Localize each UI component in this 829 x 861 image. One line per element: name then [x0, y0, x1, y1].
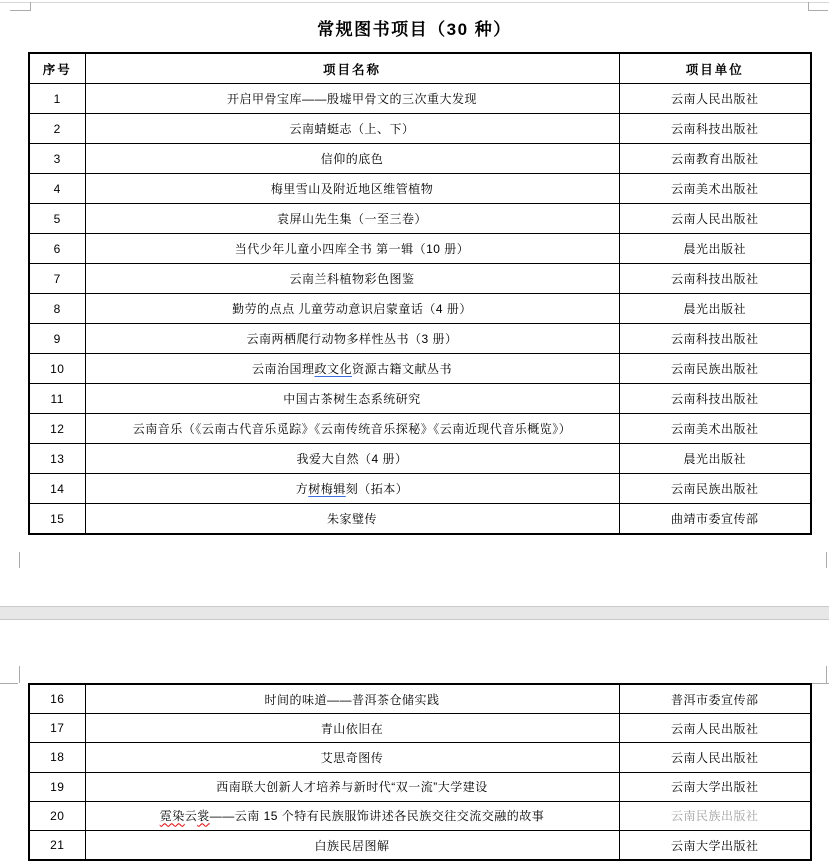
- cell-seq: 1: [29, 84, 85, 114]
- margin-crop-mark: [808, 2, 809, 11]
- table-row: [29, 444, 811, 474]
- table-row: [29, 234, 811, 264]
- table-row: [29, 384, 811, 414]
- margin-crop-mark: [826, 666, 827, 683]
- table-row: [29, 84, 811, 114]
- cell-seq: 4: [29, 174, 85, 204]
- table-row: [29, 414, 811, 444]
- cell-seq: 15: [29, 504, 85, 535]
- project-name-text: 云: [184, 809, 198, 824]
- cell-project-unit: 云南人民出版社: [619, 204, 811, 234]
- cell-project-unit: 晨光出版社: [619, 234, 811, 264]
- table-row: [29, 144, 811, 174]
- cell-project-unit: 云南民族出版社: [619, 801, 811, 830]
- cell-seq: 12: [29, 414, 85, 444]
- cell-seq: 9: [29, 324, 85, 354]
- cell-project-name: [85, 204, 619, 234]
- project-name-text: 时间的味道——普洱茶仓储实践: [264, 692, 440, 707]
- project-name-text: 刻（拓本）: [345, 482, 409, 496]
- cell-project-name: [85, 743, 619, 772]
- cell-project-name: [85, 84, 619, 114]
- project-name-text: 梅里雪山及附近地区维管植物: [270, 182, 434, 196]
- table-row: [29, 264, 811, 294]
- proofing-marked-text: 裳: [197, 809, 210, 824]
- cell-seq: 17: [29, 714, 85, 743]
- cell-project-unit: 晨光出版社: [619, 444, 811, 474]
- cell-project-name: [85, 324, 619, 354]
- cell-project-unit: 云南科技出版社: [619, 264, 811, 294]
- margin-crop-mark: [19, 666, 20, 683]
- cell-project-name: [85, 830, 619, 860]
- margin-crop-mark: [826, 552, 827, 568]
- project-name-text: 我爱大自然（4 册）: [296, 452, 408, 466]
- margin-crop-mark: [19, 552, 20, 568]
- cell-seq: 3: [29, 144, 85, 174]
- project-name-text: 资源古籍文献丛书: [352, 362, 453, 376]
- margin-crop-mark: [0, 683, 18, 684]
- cell-project-name: [85, 801, 619, 830]
- table-row: [29, 174, 811, 204]
- cell-project-unit: 云南大学出版社: [619, 830, 811, 860]
- margin-crop-mark: [10, 10, 30, 11]
- cell-project-name: [85, 264, 619, 294]
- cell-project-unit: 云南人民出版社: [619, 84, 811, 114]
- cell-project-name: [85, 772, 619, 801]
- cell-project-name: [85, 174, 619, 204]
- cell-project-unit: 云南人民出版社: [619, 743, 811, 772]
- project-name-text: 开启甲骨宝库——殷墟甲骨文的三次重大发现: [226, 92, 477, 106]
- project-name-text: 云南音乐（《云南古代音乐觅踪》《云南传统音乐探秘》《云南近现代音乐概览》）: [132, 422, 572, 436]
- cell-seq: 8: [29, 294, 85, 324]
- cell-project-unit: 云南民族出版社: [619, 354, 811, 384]
- cell-project-name: [85, 444, 619, 474]
- cell-project-name: [85, 474, 619, 504]
- page-separator: [0, 606, 829, 620]
- table-row: [29, 504, 811, 535]
- table-row: [29, 324, 811, 354]
- project-name-text: 朱家璧传: [326, 512, 377, 526]
- project-name-text: 云南兰科植物彩色图鉴: [289, 272, 415, 286]
- table-row: [29, 114, 811, 144]
- cell-seq: 20: [29, 801, 85, 830]
- column-header-seq: 序号: [29, 53, 85, 84]
- cell-seq: 16: [29, 684, 85, 714]
- cell-seq: 11: [29, 384, 85, 414]
- project-name-text: 云南两栖爬行动物多样性丛书（3 册）: [246, 332, 458, 346]
- page-top-edge: [0, 2, 829, 3]
- project-name-text: ——云南 15 个特有民族服饰讲述各民族交往交流交融的故事: [209, 809, 545, 824]
- project-name-text: 方: [295, 482, 309, 496]
- cell-project-unit: 云南科技出版社: [619, 384, 811, 414]
- table-row: [29, 801, 811, 830]
- project-name-text: 艾思奇图传: [320, 750, 384, 765]
- table-header-row: [29, 53, 811, 84]
- table-row: [29, 830, 811, 860]
- cell-project-unit: 云南美术出版社: [619, 174, 811, 204]
- cell-seq: 10: [29, 354, 85, 384]
- cell-project-name: [85, 384, 619, 414]
- cell-project-unit: 曲靖市委宣传部: [619, 504, 811, 535]
- table-row: [29, 354, 811, 384]
- margin-crop-mark: [812, 683, 829, 684]
- cell-seq: 5: [29, 204, 85, 234]
- table-row: [29, 714, 811, 743]
- table-row: [29, 684, 811, 714]
- cell-project-name: [85, 234, 619, 264]
- cell-project-unit: 云南民族出版社: [619, 474, 811, 504]
- cell-seq: 21: [29, 830, 85, 860]
- proofing-marked-text: 霓染: [159, 809, 185, 824]
- project-name-text: 白族民居图解: [314, 838, 390, 853]
- proofing-marked-text: 政文化: [314, 362, 352, 376]
- project-name-text: 信仰的底色: [320, 152, 384, 166]
- table-row: [29, 743, 811, 772]
- cell-project-unit: 云南科技出版社: [619, 114, 811, 144]
- cell-project-name: [85, 114, 619, 144]
- margin-crop-mark: [808, 10, 828, 11]
- project-name-text: 中国古茶树生态系统研究: [283, 392, 421, 406]
- project-name-text: 勤劳的点点 儿童劳动意识启蒙童话（4 册）: [232, 302, 472, 316]
- book-table-page1: [28, 52, 812, 535]
- cell-project-name: [85, 294, 619, 324]
- cell-project-unit: 云南美术出版社: [619, 414, 811, 444]
- cell-seq: 18: [29, 743, 85, 772]
- cell-project-unit: 普洱市委宣传部: [619, 684, 811, 714]
- cell-project-unit: 晨光出版社: [619, 294, 811, 324]
- margin-crop-mark: [30, 2, 31, 11]
- cell-seq: 2: [29, 114, 85, 144]
- page-title: 常规图书项目（30 种）: [317, 20, 512, 39]
- cell-project-name: [85, 144, 619, 174]
- book-table-page2: [28, 683, 812, 861]
- project-name-text: 青山依旧在: [320, 721, 384, 736]
- column-header-unit: 项目单位: [619, 53, 811, 84]
- project-name-text: 西南联大创新人才培养与新时代“双一流”大学建设: [216, 780, 488, 795]
- table-row: [29, 294, 811, 324]
- cell-project-unit: 云南人民出版社: [619, 714, 811, 743]
- cell-seq: 7: [29, 264, 85, 294]
- project-name-text: 云南治国理: [251, 362, 315, 376]
- cell-project-name: [85, 504, 619, 535]
- column-header-name: 项目名称: [85, 53, 619, 84]
- cell-project-unit: 云南大学出版社: [619, 772, 811, 801]
- proofing-marked-text: 树梅辑: [308, 482, 346, 496]
- cell-project-name: [85, 414, 619, 444]
- cell-seq: 6: [29, 234, 85, 264]
- cell-project-name: [85, 354, 619, 384]
- cell-project-unit: 云南教育出版社: [619, 144, 811, 174]
- table-row: [29, 204, 811, 234]
- cell-project-unit: 云南科技出版社: [619, 324, 811, 354]
- project-name-text: 当代少年儿童小四库全书 第一辑（10 册）: [234, 242, 470, 256]
- cell-seq: 13: [29, 444, 85, 474]
- cell-seq: 19: [29, 772, 85, 801]
- project-name-text: 袁屏山先生集（一至三卷）: [276, 212, 427, 226]
- project-name-text: 云南蜻蜓志（上、下）: [289, 122, 415, 136]
- cell-seq: 14: [29, 474, 85, 504]
- cell-project-name: [85, 684, 619, 714]
- table-row: [29, 474, 811, 504]
- table-row: [29, 772, 811, 801]
- cell-project-name: [85, 714, 619, 743]
